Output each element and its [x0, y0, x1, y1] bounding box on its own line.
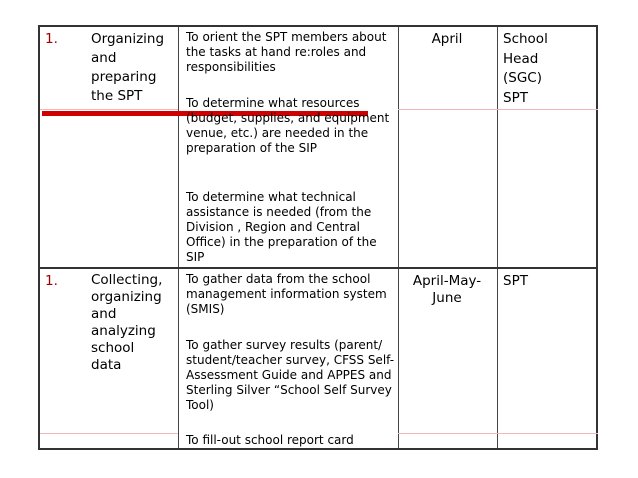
persons-cell	[503, 30, 548, 108]
activity-cell	[91, 30, 164, 106]
objective-text: To orient the SPT members about the tasks at hand re:roles and responsibilities	[186, 30, 387, 74]
guide-line	[398, 433, 598, 434]
activity-line: preparing	[91, 69, 157, 85]
row-number: 1.	[45, 273, 58, 289]
activity-line: Organizing	[91, 31, 165, 47]
activity-line: analyzing	[91, 323, 156, 339]
person-line: School Head	[503, 31, 548, 67]
column-divider-3	[497, 27, 498, 448]
guide-line	[40, 433, 178, 434]
timeframe-cell	[398, 273, 496, 307]
person-line: (SGC)	[503, 70, 542, 86]
row-number: 1.	[45, 31, 58, 47]
timeframe-line: June	[432, 290, 462, 306]
timeframe-cell	[398, 31, 496, 48]
activity-line: Collecting,	[91, 272, 163, 288]
column-divider-2	[398, 27, 399, 448]
activity-line: data	[91, 357, 122, 373]
person-line: SPT	[503, 273, 528, 289]
activity-cell	[91, 272, 162, 374]
person-line: SPT	[503, 89, 528, 106]
activity-line: organizing	[91, 289, 162, 305]
activity-line: and	[91, 306, 117, 322]
row-divider	[40, 267, 596, 269]
timeframe-line: April-May-	[412, 273, 482, 289]
column-divider-1	[178, 27, 179, 448]
activity-line: school	[91, 340, 135, 356]
timeframe-line: April	[431, 31, 463, 47]
persons-cell	[503, 272, 528, 292]
objective-text: To determine what technical assistance is needed (from the Division , Region and Central Office) in the preparation of the SIP	[186, 190, 377, 264]
guide-line	[398, 109, 598, 110]
objective-text: To gather survey results (parent/ student/teacher survey, CFSS Self-Assessment Guide and APPES and Sterling Silver “School Self Survey Tool)	[186, 338, 395, 412]
objective-text: To gather data from the school management information system (SMIS)	[186, 272, 387, 316]
activity-line: the SPT	[91, 88, 143, 104]
activity-line: and	[91, 50, 117, 66]
guide-line	[40, 109, 178, 110]
objective-text: To fill-out school report card	[186, 433, 354, 447]
objective-text: To determine what resources (budget, supplies, and equipment venue, etc.) are needed in the preparation of the SIP	[186, 96, 390, 155]
